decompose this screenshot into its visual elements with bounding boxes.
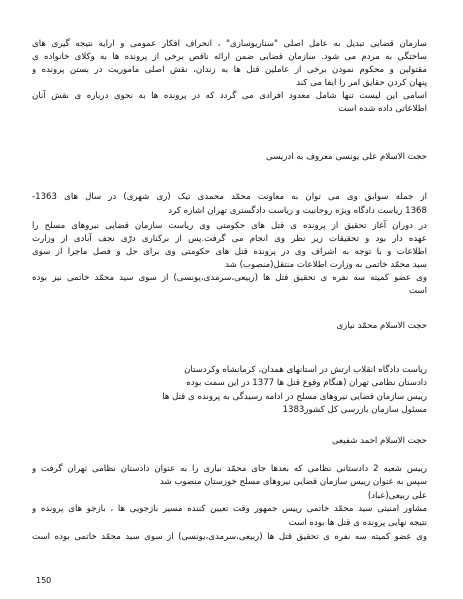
- paragraph-line: سپس به عنوان رییس سازمان قضایی نیروهای مسلح خوزستان منصوب شد: [159, 477, 427, 487]
- paragraph-line: دادستان نظامی تهران (هنگام وقوع قتل ها 1377 در این سمت بوده: [186, 378, 427, 388]
- paragraph-line: مقتولین و محکوم نمودن برخی از عاملین قتل ها به زندان، نقش اصلی ماموریت در بستن پرونده و: [32, 65, 427, 75]
- paragraph-line: سازمان قضایی تبدیل به عامل اصلی "سناریوسازی" ، انحراف افکار عمومی و ارایه نتیجه گیری های: [32, 39, 427, 49]
- paragraph-line: پنهان کردن حقایق امر را ایفا می کند: [296, 78, 427, 88]
- paragraph-line: عهده دار بود و تحقیقات زیر نظر وی انجام می گرفت.پس از برکناری درّی نجف آبادی از وزارت: [32, 234, 427, 244]
- paragraph-line: است: [408, 286, 427, 296]
- paragraph-line: از جمله سوابق وی می توان به معاونت محمّد محمدی نیک (ری شهری) در سال های 1363-: [32, 192, 427, 202]
- paragraph-line: اطلاعات و با توجه به اشراف وی در پرونده قتل های حکومتی وی برای حل و فصل ماجرا از سوی: [32, 247, 427, 257]
- paragraph-line: در دوران آغاز تحقیق از پرونده ی قتل های حکومتی وی ریاست سازمان قضایی نیروهای مسلح را: [32, 221, 427, 231]
- section-heading: حجت الاسلام علی یونسی معروف به ادریسی: [266, 152, 427, 162]
- paragraph-line: رییس سازمان قضایی نیروهای مسلح در ادامه رسیدگی به پرونده ی قتل ها: [162, 392, 427, 402]
- paragraph-line: علی ربیعی(عباد): [367, 491, 427, 501]
- page-number: 150: [36, 576, 52, 585]
- section-heading: حجت الاسلام احمد شفیعی: [331, 436, 427, 446]
- paragraph-line: مسئول سازمان بازرسی کل کشور1383: [282, 405, 427, 415]
- paragraph-line: اطلاعاتی داده شده است: [338, 104, 427, 114]
- paragraph-line: سید محمّد خاتمی به وزارت اطلاعات منتقل(منصوب) شد: [225, 260, 427, 270]
- paragraph-line: 1368 ریاست دادگاه ویژه روحانیت و ریاست دادگستری تهران اشاره کرد: [168, 206, 427, 216]
- paragraph-line: ریاست دادگاه انقلاب ارتش در استانهای همدان، کرمانشاه وکردستان: [184, 365, 427, 375]
- paragraph-line: وی عضو کمیته سه نفره ی تحقیق قتل ها (ربیعی،سرمدی،یونسی) از سوی سید محمّد خاتمی نیز بوده: [32, 273, 427, 283]
- paragraph-line: نتیجه نهایی پرونده ی قتل ها بوده است: [288, 518, 427, 528]
- paragraph-line: مشاور امنیتی سید محمّد خاتمی رییس جمهور وقت تعیین کننده مسیر بازجویی ها ، بازجو های پرونده و: [32, 504, 427, 514]
- paragraph-line: رییس شعبه 2 دادستانی نظامی که بعدها جای محمّد نیازی را به عنوان دادستان نظامی تهران گرفت و: [32, 464, 427, 474]
- paragraph-line: اسامی این لیست تنها شامل معدود افرادی می گردد که در پرونده ها به نحوی درباره ی نقش آنان: [32, 91, 427, 101]
- paragraph-line: ساختگی به مردم می شود. سازمان قضایی ضمن ارائه ناقص برخی از پرونده ها به وکلای خانواده ی: [32, 52, 427, 62]
- section-heading: حجت الاسلام محمّد نیازی: [336, 321, 427, 331]
- paragraph-line: وی عضو کمیته سه نفره ی تحقیق قتل ها (ربیعی،سرمدی،یونسی) از سوی سید محمّد خاتمی بوده است: [32, 532, 427, 542]
